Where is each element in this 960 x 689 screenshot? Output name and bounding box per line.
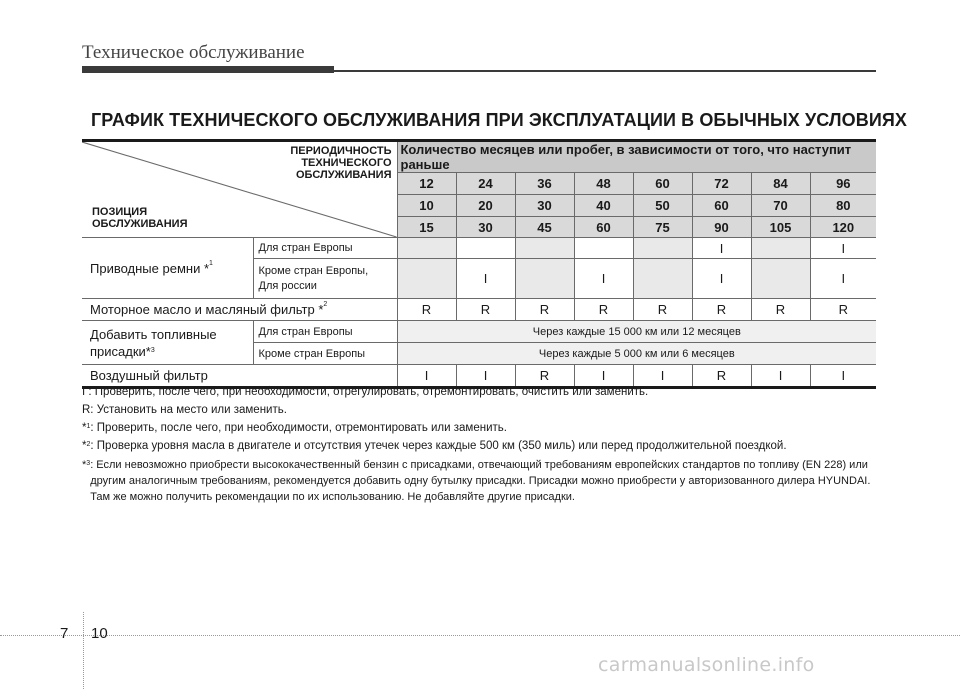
belts-other-label: Кроме стран Европы, Для россии — [253, 259, 397, 299]
km-cell: 60 — [574, 217, 633, 238]
belts-other-cell — [633, 259, 692, 299]
footer-divider — [0, 635, 960, 636]
legend-replace: R: Установить на место или заменить. — [82, 404, 287, 416]
miles-cell: 20 — [456, 195, 515, 217]
fuel-other-label: Кроме стран Европы — [253, 343, 397, 365]
oil-cell: R — [456, 299, 515, 321]
footnote: *$^1$ : Проверить, после чего, при необходимости, отремонтировать или заменить. — [82, 422, 507, 434]
table-row — [82, 321, 876, 343]
chapter-number: 7 — [60, 625, 69, 642]
belts-europe-cell — [574, 238, 633, 259]
fuel-europe-label: Для стран Европы — [253, 321, 397, 343]
belts-europe-cell: I — [810, 238, 876, 259]
watermark: carmanualsonline.info — [598, 654, 815, 676]
interval-caption: Количество месяцев или пробег, в зависимости от того, что наступит раньше — [397, 141, 876, 173]
miles-cell: 10 — [397, 195, 456, 217]
miles-cell: 30 — [515, 195, 574, 217]
miles-cell: 70 — [751, 195, 810, 217]
months-cell: 12 — [397, 173, 456, 195]
belts-europe-cell — [633, 238, 692, 259]
km-cell: 105 — [751, 217, 810, 238]
belts-europe-label: Для стран Европы — [253, 238, 397, 259]
fuel-additives-label: Добавить топливные присадки*$^3$ — [82, 321, 253, 365]
table-row — [82, 299, 876, 321]
miles-cell: 80 — [810, 195, 876, 217]
legend-notes — [82, 383, 882, 505]
belts-other-cell — [515, 259, 574, 299]
oil-cell: R — [633, 299, 692, 321]
air-filter-cell: I — [456, 365, 515, 388]
header-bar — [82, 66, 334, 73]
months-cell: 24 — [456, 173, 515, 195]
item-heading: ПОЗИЦИЯ ОБСЛУЖИВАНИЯ — [92, 206, 188, 230]
oil-cell: R — [692, 299, 751, 321]
air-filter-cell: I — [397, 365, 456, 388]
months-cell: 60 — [633, 173, 692, 195]
belts-other-cell: I — [456, 259, 515, 299]
oil-cell: R — [515, 299, 574, 321]
belts-other-cell: I — [810, 259, 876, 299]
fuel-europe-interval: Через каждые 15 000 км или 12 месяцев — [397, 321, 876, 343]
table-corner-header — [82, 141, 397, 238]
belts-label: Приводные ремни *$^1$ — [82, 238, 253, 299]
km-cell: 15 — [397, 217, 456, 238]
months-cell: 48 — [574, 173, 633, 195]
months-cell: 84 — [751, 173, 810, 195]
table-row — [82, 238, 876, 259]
footnote: *$^3$ : Если невозможно приобрести высококачественный бензин с присадками, отвечающий требованиям европейских стандартов по топливу (EN 228) или другим аналогичным требованиям, рекомендуется добавить одну бутылку присадки. Присадки можно приобрести у авторизованного дилера HYUNDAI. Там же можно получить рекомендации по их использованию. Не добавляйте другие присадки. — [82, 459, 871, 503]
air-filter-cell: I — [633, 365, 692, 388]
air-filter-cell: R — [515, 365, 574, 388]
belts-europe-cell: I — [692, 238, 751, 259]
oil-label: Моторное масло и масляный фильтр *$^2$ — [82, 299, 397, 321]
air-filter-cell: R — [692, 365, 751, 388]
section-title: Техническое обслуживание — [82, 42, 305, 63]
page-number: 10 — [91, 625, 108, 642]
miles-cell: 40 — [574, 195, 633, 217]
footnote: *$^2$ : Проверка уровня масла в двигателе и отсутствия утечек через каждые 500 км (350 миль) или перед продолжительной поездкой. — [82, 440, 787, 452]
months-cell: 36 — [515, 173, 574, 195]
maintenance-schedule-table — [82, 139, 876, 389]
miles-cell: 50 — [633, 195, 692, 217]
belts-europe-cell — [397, 238, 456, 259]
oil-cell: R — [574, 299, 633, 321]
belts-other-cell — [397, 259, 456, 299]
air-filter-label: Воздушный фильтр — [82, 365, 397, 388]
belts-other-cell: I — [574, 259, 633, 299]
schedule-title: ГРАФИК ТЕХНИЧЕСКОГО ОБСЛУЖИВАНИЯ ПРИ ЭКСПЛУАТАЦИИ В ОБЫЧНЫХ УСЛОВИЯХ — [91, 110, 908, 130]
km-cell: 45 — [515, 217, 574, 238]
belts-other-cell — [751, 259, 810, 299]
miles-cell: 60 — [692, 195, 751, 217]
belts-europe-cell — [515, 238, 574, 259]
air-filter-cell: I — [751, 365, 810, 388]
oil-cell: R — [397, 299, 456, 321]
belts-europe-cell — [456, 238, 515, 259]
km-cell: 90 — [692, 217, 751, 238]
legend-inspect: I : Проверить, после чего, при необходимости, отрегулировать, отремонтировать, очистить или заменить. — [82, 386, 649, 398]
km-cell: 75 — [633, 217, 692, 238]
km-cell: 120 — [810, 217, 876, 238]
fuel-other-interval: Через каждые 5 000 км или 6 месяцев — [397, 343, 876, 365]
oil-cell: R — [810, 299, 876, 321]
months-cell: 96 — [810, 173, 876, 195]
interval-heading: ПЕРИОДИЧНОСТЬ ТЕХНИЧЕСКОГО ОБСЛУЖИВАНИЯ — [290, 145, 392, 181]
belts-other-cell: I — [692, 259, 751, 299]
header-rule — [334, 70, 876, 72]
air-filter-cell: I — [810, 365, 876, 388]
footer-vertical-divider — [83, 612, 84, 689]
months-cell: 72 — [692, 173, 751, 195]
km-cell: 30 — [456, 217, 515, 238]
belts-europe-cell — [751, 238, 810, 259]
oil-cell: R — [751, 299, 810, 321]
air-filter-cell: I — [574, 365, 633, 388]
